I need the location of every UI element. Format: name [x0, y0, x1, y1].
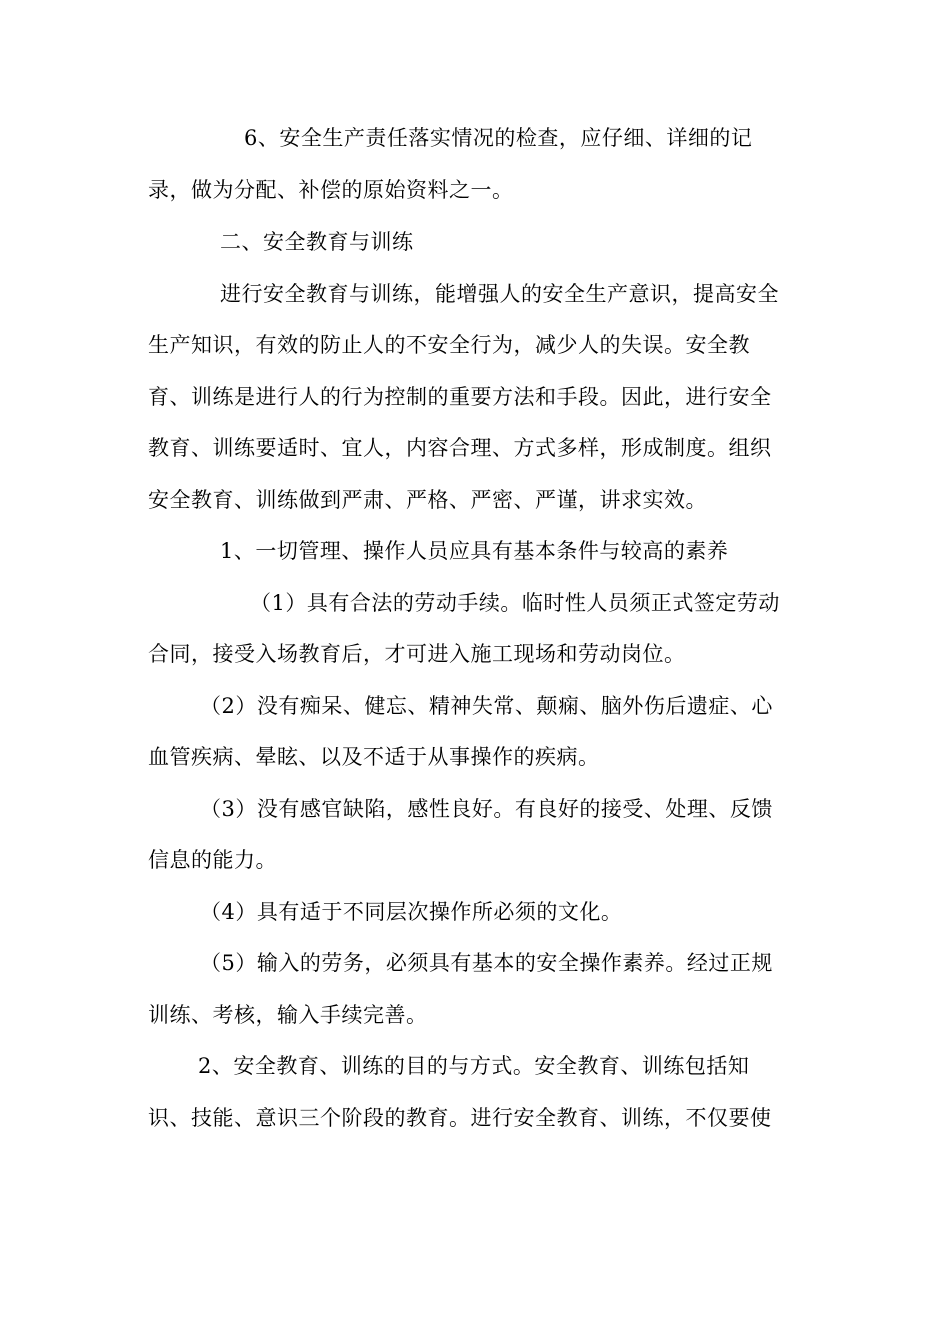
text-line-8: 安全教育、训练做到严肃、严格、严密、严谨，讲求实效。 — [148, 488, 707, 512]
text-line-20: 识、技能、意识三个阶段的教育。进行安全教育、训练，不仅要使 — [148, 1106, 772, 1130]
text-line-12: （2）没有痴呆、健忘、精神失常、颠痫、脑外伤后遗症、心 — [200, 694, 773, 718]
text-line-15: 信息的能力。 — [148, 848, 277, 872]
text-line-17: （5）输入的劳务，必须具有基本的安全操作素养。经过正规 — [200, 951, 773, 975]
text-line-19: 2、安全教育、训练的目的与方式。安全教育、训练包括知 — [198, 1054, 750, 1078]
text-line-2: 录，做为分配、补偿的原始资料之一。 — [148, 178, 514, 202]
text-line-7: 教育、训练要适时、宜人，内容合理、方式多样，形成制度。组织 — [148, 436, 772, 460]
text-line-11: 合同，接受入场教育后，才可进入施工现场和劳动岗位。 — [148, 642, 686, 666]
text-line-4: 进行安全教育与训练，能增强人的安全生产意识，提高安全 — [220, 282, 779, 306]
text-line-16: （4）具有适于不同层次操作所必须的文化。 — [200, 900, 623, 924]
text-line-14: （3）没有感官缺陷，感性良好。有良好的接受、处理、反馈 — [200, 797, 773, 821]
text-line-9: 1、一切管理、操作人员应具有基本条件与较高的素养 — [220, 539, 729, 563]
section-heading: 二、安全教育与训练 — [220, 230, 414, 254]
text-line-6: 育、训练是进行人的行为控制的重要方法和手段。因此，进行安全 — [148, 385, 772, 409]
text-line-13: 血管疾病、晕眩、以及不适于从事操作的疾病。 — [148, 745, 600, 769]
text-line-10: （1）具有合法的劳动手续。临时性人员须正式签定劳动 — [250, 591, 780, 615]
text-line-5: 生产知识，有效的防止人的不安全行为，减少人的失误。安全教 — [148, 333, 750, 357]
text-line-1: 6、安全生产责任落实情况的检查，应仔细、详细的记 — [244, 126, 753, 150]
text-line-18: 训练、考核，输入手续完善。 — [148, 1003, 428, 1027]
